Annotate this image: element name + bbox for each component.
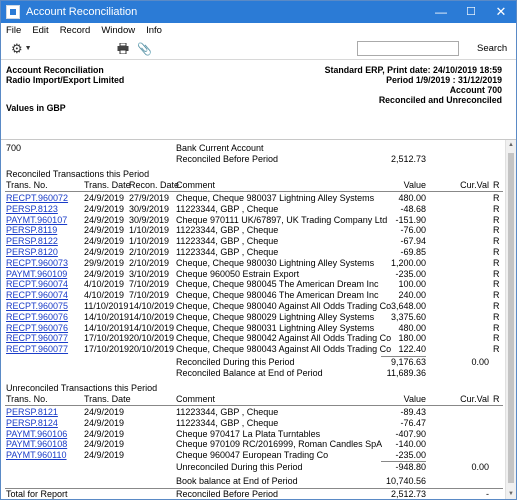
transaction-link[interactable]: RECPT.960076 bbox=[6, 311, 69, 322]
transaction-link[interactable]: PAYMT.960110 bbox=[6, 450, 67, 461]
table-row bbox=[1, 344, 501, 355]
total-item-cur: - bbox=[486, 489, 489, 499]
value: -89.43 bbox=[400, 407, 426, 417]
trans-date: 24/9/2019 bbox=[84, 225, 125, 236]
value: 240.00 bbox=[398, 290, 426, 301]
maximize-button[interactable]: ☐ bbox=[466, 6, 476, 18]
trans-date: 24/9/2019 bbox=[84, 247, 125, 257]
scroll-thumb[interactable] bbox=[508, 153, 514, 483]
value: 1,200.00 bbox=[390, 257, 426, 268]
col-r: R bbox=[493, 394, 500, 404]
col-value: Value bbox=[403, 180, 426, 190]
reconciled-during-row bbox=[1, 357, 501, 368]
trans-date: 24/9/2019 bbox=[84, 236, 125, 247]
recon-date: 1/10/2019 bbox=[129, 225, 170, 236]
transaction-link[interactable]: RECPT.960077 bbox=[6, 333, 69, 344]
reconciled-flag: R bbox=[493, 268, 500, 279]
comment: Cheque 970417 La Plata Turntables bbox=[176, 428, 321, 439]
trans-date: 24/9/2019 bbox=[84, 439, 125, 450]
value: -235.00 bbox=[395, 268, 426, 279]
recon-date: 7/10/2019 bbox=[129, 279, 170, 290]
col-trans-no: Trans. No. bbox=[6, 394, 48, 404]
reconciled-before-label: Reconciled Before Period bbox=[176, 154, 279, 164]
table-row bbox=[1, 439, 501, 450]
unreconciled-during-label: Unreconciled During this Period bbox=[176, 462, 303, 472]
window-title: Account Reconciliation bbox=[26, 6, 138, 18]
table-row bbox=[1, 407, 501, 418]
table-row bbox=[1, 258, 501, 269]
comment: 11223344, GBP , Cheque bbox=[176, 407, 279, 417]
trans-date: 24/9/2019 bbox=[84, 203, 125, 214]
report-title: Account Reconciliation bbox=[6, 65, 104, 75]
table-row bbox=[1, 247, 501, 258]
table-row bbox=[1, 215, 501, 226]
transaction-link[interactable]: PERSP.8123 bbox=[6, 203, 58, 214]
value: -67.94 bbox=[400, 236, 426, 247]
transaction-link[interactable]: RECPT.960074 bbox=[6, 279, 69, 290]
reconciled-end-row bbox=[1, 368, 501, 379]
transaction-link[interactable]: RECPT.960075 bbox=[6, 301, 69, 311]
trans-date: 4/10/2019 bbox=[84, 279, 125, 290]
reconciled-section-title bbox=[1, 169, 501, 180]
comment: Cheque, Cheque 980029 Lightning Alley Systems bbox=[176, 311, 375, 322]
gear-icon[interactable]: ⚙ bbox=[11, 40, 23, 56]
col-value: Value bbox=[403, 394, 426, 404]
comment: Cheque, Cheque 980030 Lightning Alley Systems bbox=[176, 257, 375, 268]
comment: Cheque, Cheque 980031 Lightning Alley Systems bbox=[176, 322, 375, 333]
trans-date: 17/10/2019 bbox=[84, 333, 130, 344]
book-balance-value: 10,740.56 bbox=[385, 476, 426, 486]
value: -76.47 bbox=[400, 417, 426, 428]
account-name: Bank Current Account bbox=[176, 143, 264, 153]
scroll-up-icon[interactable]: ▲ bbox=[508, 142, 514, 148]
reconciled-during-value: 9,176.63 bbox=[390, 357, 426, 367]
menu-window[interactable]: Window bbox=[101, 25, 136, 36]
total-item-value: 2,512.73 bbox=[390, 489, 426, 499]
reconciled-flag: R bbox=[493, 344, 500, 355]
trans-date: 29/9/2019 bbox=[84, 257, 125, 268]
paperclip-icon[interactable]: 📎 bbox=[137, 42, 152, 56]
scroll-down-icon[interactable]: ▼ bbox=[508, 491, 514, 497]
table-row bbox=[1, 269, 501, 280]
transaction-link[interactable]: PAYMT.960109 bbox=[6, 268, 68, 279]
value: -48.68 bbox=[400, 203, 426, 214]
col-cur-val: Cur.Val bbox=[460, 180, 489, 190]
unreconciled-during-cur: 0.00 bbox=[471, 462, 489, 472]
reconciled-end-value: 11,689.36 bbox=[386, 368, 426, 378]
reconciled-flag: R bbox=[493, 193, 500, 203]
recon-date: 20/10/2019 bbox=[129, 344, 175, 355]
menu-record[interactable]: Record bbox=[59, 25, 91, 36]
comment: Cheque, Cheque 980046 The American Dream Inc bbox=[176, 290, 379, 301]
reconciled-before-row bbox=[1, 154, 501, 165]
vertical-scrollbar[interactable] bbox=[505, 140, 516, 499]
comment: 11223344, GBP , Cheque bbox=[176, 236, 279, 247]
reconciled-flag: R bbox=[493, 322, 500, 333]
col-trans-date: Trans. Date bbox=[84, 180, 131, 190]
chevron-down-icon[interactable]: ▼ bbox=[24, 45, 32, 52]
table-row bbox=[1, 450, 501, 461]
comment: Cheque, Cheque 980037 Lightning Alley Systems bbox=[176, 193, 375, 203]
table-row bbox=[1, 323, 501, 334]
book-balance-label: Book balance at End of Period bbox=[176, 476, 298, 486]
recon-date: 1/10/2019 bbox=[129, 236, 170, 247]
reconciled-flag: R bbox=[493, 236, 500, 247]
transaction-link[interactable]: RECPT.960072 bbox=[6, 193, 69, 203]
transaction-link[interactable]: PERSP.8122 bbox=[6, 236, 58, 247]
table-row bbox=[1, 429, 501, 440]
total-item-label: Reconciled Before Period bbox=[176, 489, 279, 499]
unreconciled-column-header bbox=[1, 394, 501, 405]
table-row bbox=[1, 236, 501, 247]
reconciled-flag: R bbox=[493, 311, 500, 322]
reconciled-flag: R bbox=[493, 290, 500, 301]
currency-label: Values in GBP bbox=[6, 103, 66, 113]
trans-date: 24/9/2019 bbox=[84, 428, 125, 439]
trans-date: 24/9/2019 bbox=[84, 407, 125, 417]
trans-date: 11/10/2019 bbox=[84, 301, 129, 311]
reconciled-column-header bbox=[1, 180, 501, 191]
reconciled-flag: R bbox=[493, 279, 500, 290]
trans-date: 24/9/2019 bbox=[84, 268, 125, 279]
filter-label: Reconciled and Unreconciled bbox=[378, 95, 502, 105]
comment: Cheque 960047 European Trading Co bbox=[176, 450, 329, 461]
value: 480.00 bbox=[398, 193, 426, 203]
title-bar[interactable] bbox=[1, 1, 516, 23]
reconciled-flag: R bbox=[493, 257, 500, 268]
value: -76.00 bbox=[400, 225, 426, 236]
minimize-button[interactable]: — bbox=[435, 5, 447, 19]
reconciled-during-label: Reconciled During this Period bbox=[176, 357, 295, 367]
comment: 11223344, GBP , Cheque bbox=[176, 203, 279, 214]
report-header bbox=[1, 60, 516, 140]
trans-date: 24/9/2019 bbox=[84, 193, 125, 203]
value: -69.85 bbox=[400, 247, 426, 257]
divider bbox=[5, 191, 503, 192]
account-label: Account 700 bbox=[449, 85, 502, 95]
col-comment: Comment bbox=[176, 394, 216, 404]
table-row bbox=[1, 333, 501, 344]
table-row bbox=[1, 279, 501, 290]
comment: Cheque, Cheque 980042 Against All Odds Trading Co bbox=[176, 333, 392, 344]
value: 3,375.60 bbox=[390, 311, 426, 322]
unreconciled-during-value: -948.80 bbox=[395, 462, 426, 472]
table-row bbox=[1, 301, 501, 312]
reconciled-end-label: Reconciled Balance at End of Period bbox=[176, 368, 323, 378]
trans-date: 17/10/2019 bbox=[84, 344, 130, 355]
col-recon-date: Recon. Date bbox=[129, 180, 180, 190]
comment: 11223344, GBP , Cheque bbox=[176, 247, 279, 257]
transaction-link[interactable]: PERSP.8124 bbox=[6, 417, 58, 428]
reconciled-flag: R bbox=[493, 301, 500, 311]
transaction-link[interactable]: PAYMT.960107 bbox=[6, 214, 68, 225]
transaction-link[interactable]: RECPT.960076 bbox=[6, 322, 69, 333]
transaction-link[interactable]: PERSP.8121 bbox=[6, 407, 58, 417]
unreconciled-during-row bbox=[1, 462, 501, 473]
value: 180.00 bbox=[398, 333, 426, 344]
col-r: R bbox=[493, 180, 500, 190]
menu-file[interactable]: File bbox=[6, 25, 22, 36]
recon-date: 3/10/2019 bbox=[129, 268, 170, 279]
recon-date: 2/10/2019 bbox=[129, 257, 170, 268]
menu-edit[interactable]: Edit bbox=[32, 25, 49, 36]
transaction-link[interactable]: RECPT.960073 bbox=[6, 257, 69, 268]
total-report-row bbox=[1, 489, 501, 499]
table-row bbox=[1, 290, 501, 301]
recon-date: 20/10/2019 bbox=[129, 333, 175, 344]
value: 480.00 bbox=[398, 322, 426, 333]
recon-date: 14/10/2019 bbox=[129, 311, 175, 322]
recon-date: 2/10/2019 bbox=[129, 247, 170, 257]
trans-date: 24/9/2019 bbox=[84, 214, 125, 225]
system-print-date: Standard ERP, Print date: 24/10/2019 18:59 bbox=[324, 65, 502, 75]
section-title: Unreconciled Transactions this Period bbox=[6, 383, 158, 393]
recon-date: 30/9/2019 bbox=[129, 203, 170, 214]
col-trans-date: Trans. Date bbox=[84, 394, 131, 404]
table-row bbox=[1, 418, 501, 429]
comment: Cheque, Cheque 980040 Against All Odds Trading Co bbox=[176, 301, 392, 311]
app-icon bbox=[6, 5, 20, 19]
unreconciled-section-title bbox=[1, 383, 501, 394]
reconciled-before-value: 2,512.73 bbox=[390, 154, 426, 164]
divider bbox=[5, 405, 503, 406]
trans-date: 24/9/2019 bbox=[84, 450, 125, 461]
transaction-link[interactable]: PERSP.8120 bbox=[6, 247, 58, 257]
transaction-link[interactable]: RECPT.960077 bbox=[6, 344, 69, 355]
value: 100.00 bbox=[398, 279, 426, 290]
comment: 11223344, GBP , Cheque bbox=[176, 417, 279, 428]
comment: Cheque 970111 UK/67897, UK Trading Company Ltd bbox=[176, 214, 388, 225]
comment: Cheque 960050 Estrain Export bbox=[176, 268, 300, 279]
period-label: Period 1/9/2019 : 31/12/2019 bbox=[386, 75, 502, 85]
trans-date: 14/10/2019 bbox=[84, 311, 130, 322]
value: 3,648.00 bbox=[390, 301, 426, 311]
trans-date: 24/9/2019 bbox=[84, 417, 125, 428]
print-icon[interactable] bbox=[117, 43, 129, 54]
account-number: 700 bbox=[6, 143, 22, 153]
trans-date: 4/10/2019 bbox=[84, 290, 125, 301]
book-balance-row bbox=[1, 476, 501, 487]
toolbar bbox=[1, 38, 516, 60]
report-body[interactable] bbox=[1, 140, 516, 499]
recon-date: 7/10/2019 bbox=[129, 290, 170, 301]
transaction-link[interactable]: RECPT.960074 bbox=[6, 290, 69, 301]
company-name: Radio Import/Export Limited bbox=[6, 75, 125, 85]
table-row bbox=[1, 312, 501, 323]
recon-date: 30/9/2019 bbox=[129, 214, 170, 225]
reconciled-flag: R bbox=[493, 247, 500, 257]
transaction-link[interactable]: PAYMT.960106 bbox=[6, 428, 68, 439]
reconciled-flag: R bbox=[493, 333, 500, 344]
reconciled-flag: R bbox=[493, 203, 500, 214]
recon-date: 27/9/2019 bbox=[129, 193, 170, 203]
table-row bbox=[1, 225, 501, 236]
comment: Cheque, Cheque 980043 Against All Odds Trading Co bbox=[176, 344, 392, 355]
reconciled-flag: R bbox=[493, 214, 500, 225]
col-trans-no: Trans. No. bbox=[6, 180, 48, 190]
menu-info[interactable]: Info bbox=[146, 25, 162, 36]
account-row bbox=[1, 143, 501, 154]
total-label: Total for Report bbox=[6, 489, 68, 499]
reconciled-flag: R bbox=[493, 225, 500, 236]
comment: 11223344, GBP , Cheque bbox=[176, 225, 279, 236]
section-title: Reconciled Transactions this Period bbox=[6, 169, 150, 179]
table-row bbox=[1, 193, 501, 204]
value: -235.00 bbox=[395, 450, 426, 461]
recon-date: 14/10/2019 bbox=[129, 301, 175, 311]
reconciled-during-cur: 0.00 bbox=[471, 357, 489, 367]
value: -407.90 bbox=[395, 428, 426, 439]
col-cur-val: Cur.Val bbox=[460, 394, 489, 404]
recon-date: 14/10/2019 bbox=[129, 322, 175, 333]
comment: Cheque 970109 RC/2016999, Roman Candles SpA bbox=[176, 439, 383, 450]
menu-bar bbox=[1, 23, 516, 38]
search-button[interactable]: Search bbox=[477, 43, 508, 54]
value: -140.00 bbox=[395, 439, 426, 450]
search-input[interactable] bbox=[357, 41, 459, 56]
trans-date: 14/10/2019 bbox=[84, 322, 130, 333]
value: -151.90 bbox=[395, 214, 426, 225]
transaction-link[interactable]: PERSP.8119 bbox=[6, 225, 58, 236]
value: 122.40 bbox=[398, 344, 426, 355]
comment: Cheque, Cheque 980045 The American Dream Inc bbox=[176, 279, 379, 290]
col-comment: Comment bbox=[176, 180, 216, 190]
close-button[interactable]: ✕ bbox=[495, 4, 507, 19]
table-row bbox=[1, 204, 501, 215]
transaction-link[interactable]: PAYMT.960108 bbox=[6, 439, 68, 450]
